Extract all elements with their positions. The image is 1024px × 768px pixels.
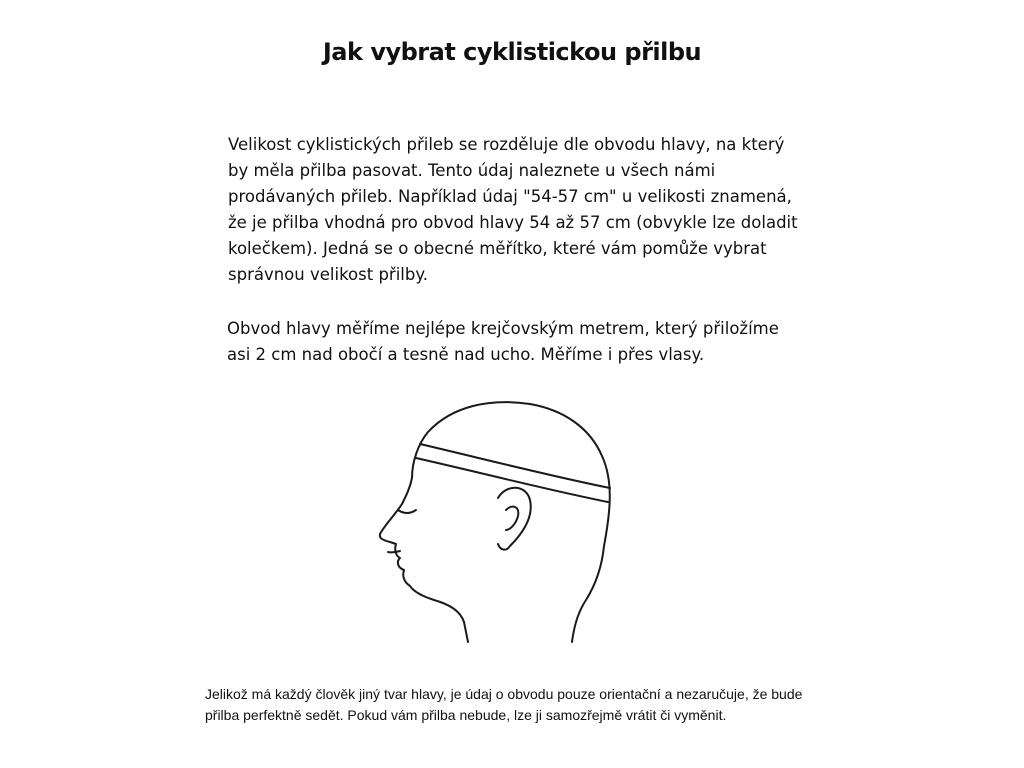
sizing-paragraph-line: by měla přilba pasovat. Tento údaj naleznete u všech námi xyxy=(228,161,716,180)
measuring-paragraph-line: Obvod hlavy měříme nejlépe krejčovským metrem, který přiložíme xyxy=(227,319,779,338)
eye xyxy=(398,510,416,513)
head-outline xyxy=(380,402,610,642)
sizing-paragraph-line: kolečkem). Jedná se o obecné měřítko, které vám pomůže vybrat xyxy=(228,239,767,258)
head-measurement-icon xyxy=(360,380,680,660)
ear xyxy=(498,488,531,550)
sizing-paragraph-line: že je přilba vhodná pro obvod hlavy 54 až 57 cm (obvykle lze doladit xyxy=(228,213,798,232)
disclaimer-note xyxy=(205,684,802,726)
disclaimer-line: přilba perfektně sedět. Pokud vám přilba nebude, lze ji samozřejmě vrátit či vyměnit. xyxy=(205,707,727,723)
sizing-paragraph-line: správnou velikost přilby. xyxy=(228,265,428,284)
sizing-paragraph-line: Velikost cyklistických přileb se rozděluje dle obvodu hlavy, na který xyxy=(228,135,785,154)
ear-inner xyxy=(506,507,518,530)
measuring-paragraph-line: asi 2 cm nad obočí a tesně nad ucho. Měříme i přes vlasy. xyxy=(227,345,705,364)
sizing-paragraph xyxy=(228,132,798,288)
sizing-paragraph-line: prodávaných přileb. Například údaj "54-57 cm" u velikosti znamená, xyxy=(228,187,792,206)
measuring-tape-bottom xyxy=(416,458,608,502)
mouth xyxy=(388,551,400,552)
disclaimer-line: Jelikož má každý člověk jiný tvar hlavy, je údaj o obvodu pouze orientační a nezaručuje, že bude xyxy=(205,686,803,702)
page-title: Jak vybrat cyklistickou přilbu xyxy=(322,38,702,66)
measuring-paragraph xyxy=(227,316,779,368)
